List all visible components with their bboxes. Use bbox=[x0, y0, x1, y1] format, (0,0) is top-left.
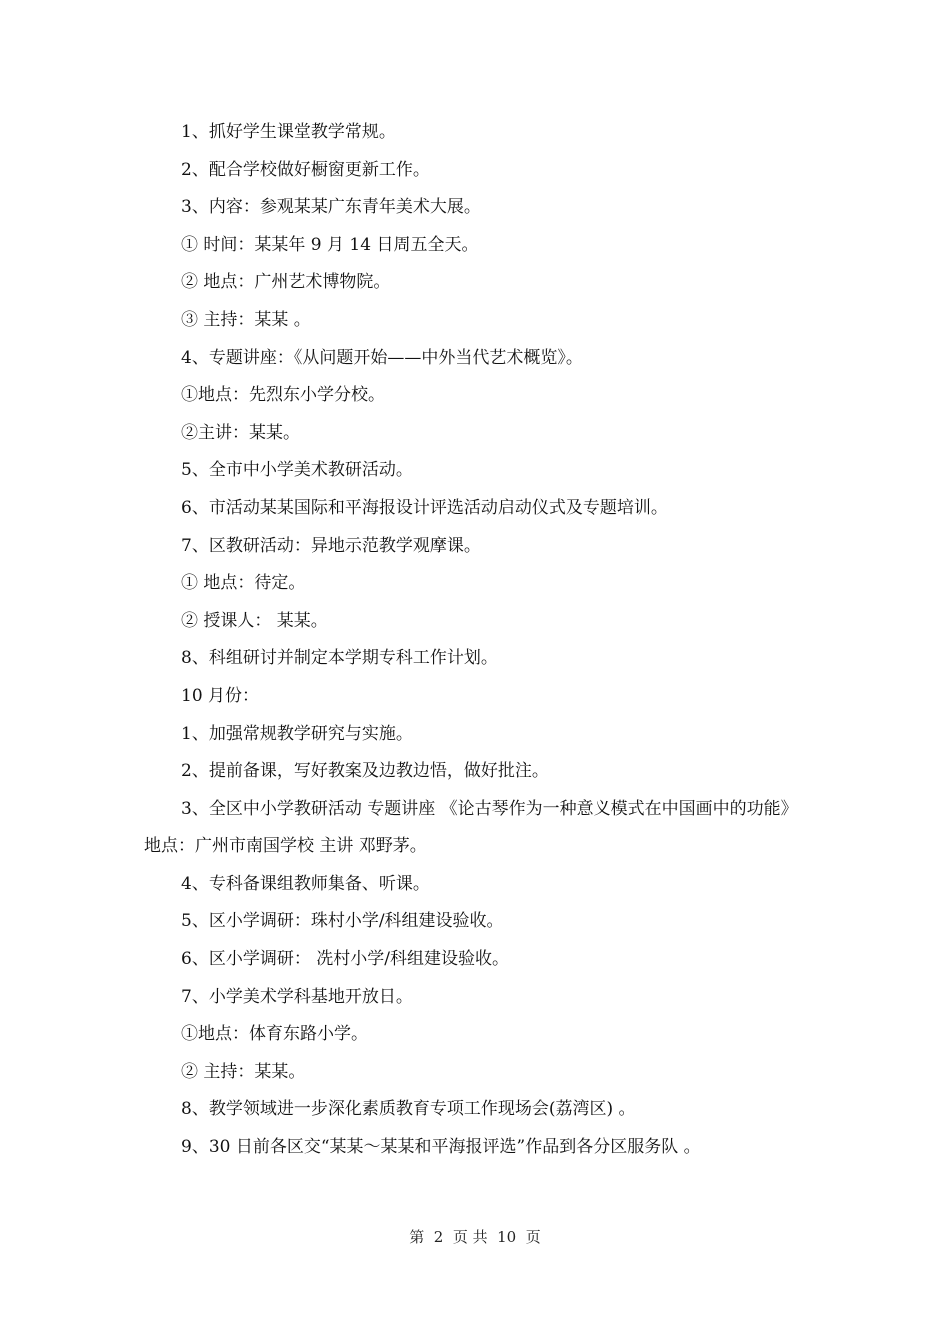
paragraph: ① 时间：某某年 9 月 14 日周五全天。 bbox=[181, 234, 479, 255]
paragraph: ①地点：先烈东小学分校。 bbox=[181, 385, 385, 406]
paragraph: 6、市活动某某国际和平海报设计评选活动启动仪式及专题培训。 bbox=[181, 497, 668, 518]
paragraph: 10 月份： bbox=[181, 685, 260, 706]
document-body bbox=[144, 114, 809, 1167]
paragraph: ② 主持：某某。 bbox=[181, 1061, 306, 1082]
paragraph: 3、全区中小学教研活动 专题讲座 《论古琴作为一种意义模式在中国画中的功能》 地点：广州市南国学校 主讲 邓野茅。 bbox=[144, 798, 798, 857]
page-number-footer: 第 2 页 共 10 页 bbox=[409, 1228, 541, 1246]
paragraph: 2、提前备课，写好教案及边教边悟，做好批注。 bbox=[181, 761, 549, 782]
paragraph: 4、专科备课组教师集备、听课。 bbox=[181, 873, 430, 894]
paragraph: ①地点：体育东路小学。 bbox=[181, 1024, 368, 1045]
paragraph: ② 地点：广州艺术博物院。 bbox=[181, 272, 391, 293]
paragraph: ① 地点：待定。 bbox=[181, 573, 306, 594]
paragraph: 7、区教研活动：异地示范教学观摩课。 bbox=[181, 535, 481, 556]
paragraph: 4、专题讲座：《从问题开始——中外当代艺术概览》。 bbox=[181, 347, 583, 368]
paragraph: 1、加强常规教学研究与实施。 bbox=[181, 723, 413, 744]
paragraph: ② 授课人： 某某。 bbox=[181, 610, 328, 631]
paragraph: ③ 主持：某某 。 bbox=[181, 309, 311, 330]
paragraph: 2、配合学校做好橱窗更新工作。 bbox=[181, 159, 430, 180]
paragraph: ②主讲：某某。 bbox=[181, 422, 300, 443]
paragraph: 5、区小学调研：珠村小学/科组建设验收。 bbox=[181, 911, 504, 932]
paragraph: 6、区小学调研： 冼村小学/科组建设验收。 bbox=[181, 949, 509, 970]
paragraph: 9、30 日前各区交“某某～某某和平海报评选”作品到各分区服务队 。 bbox=[181, 1137, 701, 1158]
paragraph: 8、科组研讨并制定本学期专科工作计划。 bbox=[181, 648, 498, 669]
paragraph: 5、全市中小学美术教研活动。 bbox=[181, 460, 413, 481]
paragraph: 3、内容：参观某某广东青年美术大展。 bbox=[181, 197, 481, 218]
paragraph: 1、抓好学生课堂教学常规。 bbox=[181, 122, 396, 142]
paragraph: 7、小学美术学科基地开放日。 bbox=[181, 986, 413, 1007]
paragraph: 8、教学领域进一步深化素质教育专项工作现场会(荔湾区) 。 bbox=[181, 1099, 636, 1120]
